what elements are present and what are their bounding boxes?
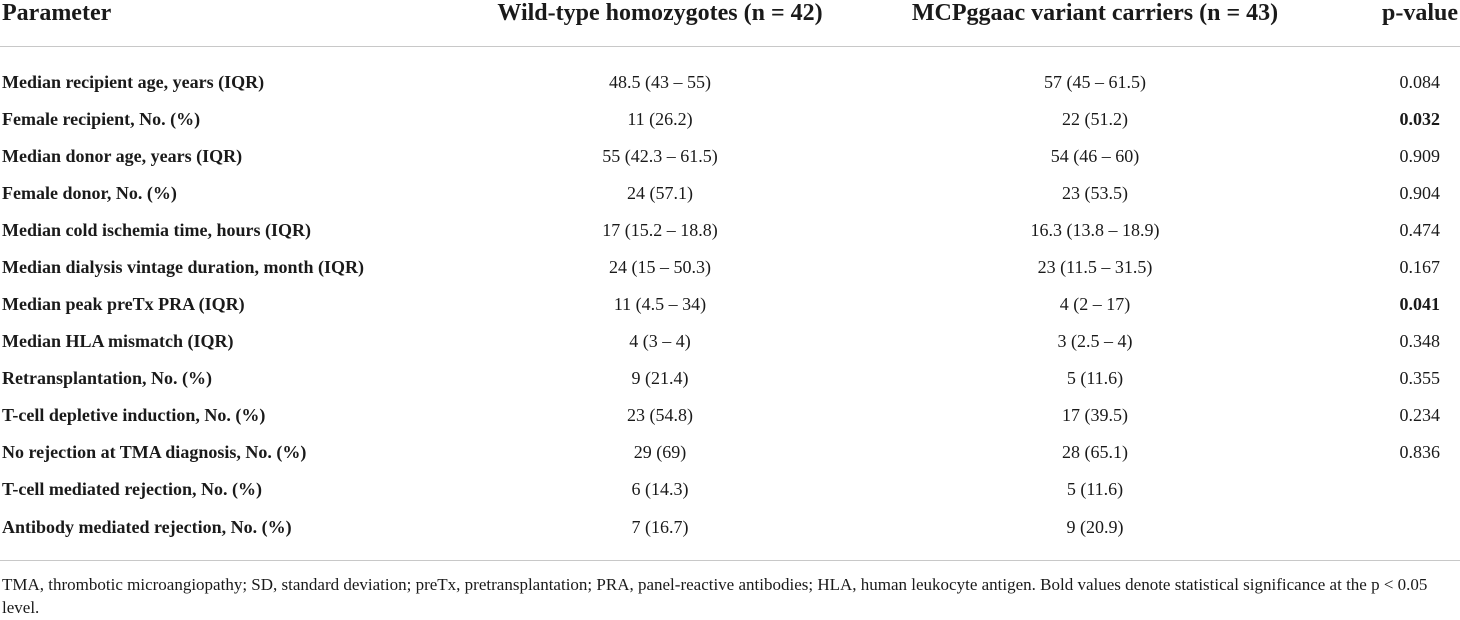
- table-row: [0, 248, 1460, 285]
- cell-wild-type: 7 (16.7): [631, 517, 689, 537]
- cell-p-value: 0.836: [1399, 441, 1440, 462]
- cell-variant-carriers: 4 (2 – 17): [1059, 293, 1131, 314]
- cell-variant-carriers: 3 (2.5 – 4): [1057, 330, 1133, 351]
- cell-parameter: T-cell depletive induction, No. (%): [2, 404, 266, 425]
- cell-p-value: 0.041: [1399, 293, 1440, 314]
- cell-p-value: 0.234: [1399, 404, 1440, 425]
- cell-variant-carriers: 23 (11.5 – 31.5): [1037, 256, 1153, 277]
- header-p-value: p-value: [1340, 0, 1460, 47]
- table-row: [0, 322, 1460, 359]
- table-header: [0, 0, 1460, 47]
- cell-variant-carriers: 54 (46 – 60): [1050, 145, 1140, 166]
- table-row: [0, 63, 1460, 100]
- cell-wild-type: 17 (15.2 – 18.8): [602, 219, 718, 240]
- cell-variant-carriers: 16.3 (13.8 – 18.9): [1030, 219, 1160, 240]
- table-row: [0, 470, 1460, 507]
- cell-parameter: Median HLA mismatch (IQR): [2, 330, 234, 351]
- cell-p-value: 0.474: [1399, 219, 1440, 240]
- cell-parameter: Median recipient age, years (IQR): [2, 71, 265, 92]
- table-row: [0, 174, 1460, 211]
- cell-parameter: Median peak preTx PRA (IQR): [2, 293, 245, 314]
- table-row: [0, 211, 1460, 248]
- cell-wild-type: 48.5 (43 – 55): [609, 71, 711, 92]
- table-footnote: TMA, thrombotic microangiopathy; SD, standard deviation; preTx, pretransplantation; PRA, panel-reactive antibodies; HLA, human leukocyte antigen. Bold values denote statistical significance at the p < 0.05 level.: [0, 560, 1460, 619]
- table-row: [0, 137, 1460, 174]
- cell-wild-type: 9 (21.4): [631, 367, 689, 388]
- cell-variant-carriers: 28 (65.1): [1062, 441, 1128, 462]
- cell-wild-type: 4 (3 – 4): [629, 330, 691, 351]
- header-variant-carriers: MCPggaac variant carriers (n = 43): [850, 0, 1340, 47]
- cell-wild-type: 55 (42.3 – 61.5): [602, 145, 718, 166]
- table-row: [0, 433, 1460, 470]
- cell-variant-carriers: 22 (51.2): [1062, 108, 1128, 129]
- cell-parameter: Retransplantation, No. (%): [2, 367, 212, 388]
- cell-p-value: [1340, 470, 1460, 507]
- cell-parameter: T-cell mediated rejection, No. (%): [2, 478, 262, 499]
- cell-parameter: Antibody mediated rejection, No. (%): [2, 517, 292, 537]
- cell-wild-type: 11 (26.2): [627, 108, 693, 129]
- cell-wild-type: 29 (69): [633, 441, 687, 462]
- cell-wild-type: 24 (15 – 50.3): [609, 256, 711, 277]
- cell-variant-carriers: 9 (20.9): [1066, 517, 1124, 537]
- cell-p-value: 0.167: [1399, 256, 1440, 277]
- header-row: [0, 0, 1460, 47]
- cell-p-value: 0.348: [1399, 330, 1440, 351]
- cell-p-value: 0.084: [1399, 71, 1440, 92]
- cell-wild-type: 23 (54.8): [627, 404, 693, 425]
- cell-variant-carriers: 5 (11.6): [1066, 478, 1124, 499]
- cell-wild-type: 24 (57.1): [627, 182, 693, 203]
- cell-p-value: 0.909: [1399, 145, 1440, 166]
- table-body: [0, 47, 1460, 548]
- cell-parameter: Median donor age, years (IQR): [2, 145, 243, 166]
- cell-variant-carriers: 23 (53.5): [1062, 182, 1128, 203]
- cell-variant-carriers: 5 (11.6): [1066, 367, 1124, 388]
- cell-p-value: 0.904: [1399, 182, 1440, 203]
- cell-wild-type: 6 (14.3): [631, 478, 689, 499]
- cell-p-value: 0.032: [1399, 108, 1440, 129]
- cell-variant-carriers: 57 (45 – 61.5): [1044, 71, 1146, 92]
- cell-parameter: Median dialysis vintage duration, month (IQR): [2, 256, 365, 277]
- cell-p-value: [1340, 507, 1460, 547]
- table-row: [0, 396, 1460, 433]
- table-row: [0, 285, 1460, 322]
- header-parameter: Parameter: [0, 0, 470, 47]
- table-row: [0, 359, 1460, 396]
- cell-parameter: No rejection at TMA diagnosis, No. (%): [2, 441, 307, 462]
- cell-wild-type: 11 (4.5 – 34): [613, 293, 707, 314]
- table-row: [0, 100, 1460, 137]
- cell-variant-carriers: 17 (39.5): [1062, 404, 1128, 425]
- cell-parameter: Female donor, No. (%): [2, 182, 177, 203]
- header-wild-type: Wild-type homozygotes (n = 42): [470, 0, 850, 47]
- cell-parameter: Female recipient, No. (%): [2, 108, 201, 129]
- cell-parameter: Median cold ischemia time, hours (IQR): [2, 219, 311, 240]
- cell-p-value: 0.355: [1399, 367, 1440, 388]
- table-spacer-row: [0, 47, 1460, 64]
- table-row: [0, 507, 1460, 547]
